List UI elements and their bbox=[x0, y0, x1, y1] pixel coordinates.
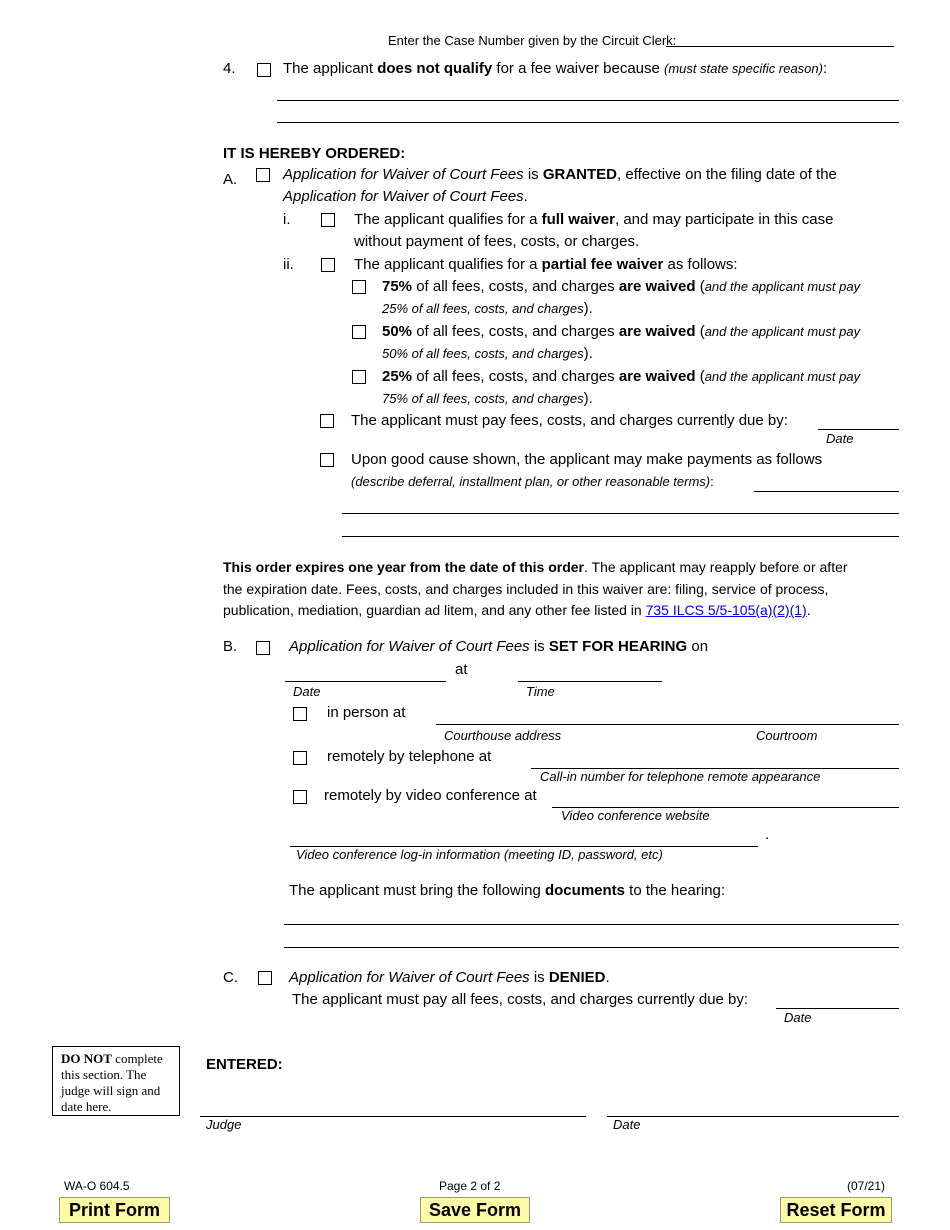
reason-line-1[interactable] bbox=[277, 100, 899, 101]
hearing-checkbox[interactable] bbox=[256, 641, 270, 655]
item-4-number: 4. bbox=[223, 60, 236, 77]
expiry-line-1: This order expires one year from the date of this order. The applicant may reapply before or after bbox=[223, 559, 848, 575]
denied-date-label: Date bbox=[784, 1010, 812, 1025]
entered-heading: ENTERED: bbox=[206, 1056, 283, 1073]
documents-text: The applicant must bring the following documents to the hearing: bbox=[289, 882, 726, 899]
good-cause-checkbox[interactable] bbox=[320, 453, 334, 467]
print-form-button[interactable]: Print Form bbox=[59, 1197, 170, 1223]
partial-waiver-checkbox[interactable] bbox=[321, 258, 335, 272]
payment-terms-line-3[interactable] bbox=[342, 536, 899, 537]
section-c-label: C. bbox=[223, 969, 238, 986]
partial-waiver-text: The applicant qualifies for a partial fee waiver as follows: bbox=[354, 256, 738, 273]
courthouse-address-field[interactable] bbox=[436, 724, 899, 725]
save-form-button[interactable]: Save Form bbox=[420, 1197, 530, 1223]
video-login-period: . bbox=[765, 826, 770, 843]
must-pay-date-field[interactable] bbox=[818, 429, 899, 430]
hearing-at: at bbox=[455, 661, 468, 678]
good-cause-italic: (describe deferral, installment plan, or other reasonable terms): bbox=[351, 474, 714, 489]
item-4-checkbox[interactable] bbox=[257, 63, 271, 77]
telephone-checkbox[interactable] bbox=[293, 751, 307, 765]
waiver-50-text-line2: 50% of all fees, costs, and charges). bbox=[382, 345, 593, 362]
item-4-text: The applicant does not qualify for a fee waiver because (must state specific reason): bbox=[283, 60, 828, 77]
in-person-checkbox[interactable] bbox=[293, 707, 307, 721]
call-in-label: Call-in number for telephone remote appearance bbox=[540, 769, 821, 784]
hearing-time-label: Time bbox=[526, 684, 555, 699]
full-waiver-text-line2: without payment of fees, costs, or charges. bbox=[354, 233, 640, 250]
case-number-label: Enter the Case Number given by the Circuit Clerk: bbox=[388, 33, 677, 48]
waiver-50-text: 50% of all fees, costs, and charges are waived (and the applicant must pay bbox=[382, 323, 861, 340]
documents-line-2[interactable] bbox=[284, 947, 899, 948]
reason-line-2[interactable] bbox=[277, 122, 899, 123]
judge-date-field[interactable] bbox=[607, 1116, 899, 1117]
expiry-line-3: publication, mediation, guardian ad litem, and any other fee listed in 735 ILCS 5/5-105(a)(2)(1). bbox=[223, 602, 811, 618]
form-version: (07/21) bbox=[847, 1179, 886, 1193]
must-pay-text: The applicant must pay fees, costs, and charges currently due by: bbox=[351, 412, 788, 429]
hearing-time-field[interactable] bbox=[518, 681, 662, 682]
granted-checkbox[interactable] bbox=[256, 168, 270, 182]
judge-label: Judge bbox=[206, 1117, 242, 1132]
hearing-date-field[interactable] bbox=[285, 681, 446, 682]
section-b-label: B. bbox=[223, 638, 238, 655]
must-pay-date-label: Date bbox=[826, 431, 854, 446]
judge-signature-field[interactable] bbox=[200, 1116, 586, 1117]
case-number-field[interactable] bbox=[666, 46, 894, 47]
in-person-text: in person at bbox=[327, 704, 406, 721]
do-not-complete-note: DO NOT complete this section. The judge will sign and date here. bbox=[52, 1046, 180, 1116]
waiver-50-checkbox[interactable] bbox=[352, 325, 366, 339]
waiver-25-text-line2: 75% of all fees, costs, and charges). bbox=[382, 390, 593, 407]
courthouse-address-label: Courthouse address bbox=[444, 728, 562, 743]
ordered-heading: IT IS HEREBY ORDERED: bbox=[223, 145, 406, 162]
waiver-75-text-line2: 25% of all fees, costs, and charges). bbox=[382, 300, 593, 317]
waiver-75-text: 75% of all fees, costs, and charges are waived (and the applicant must pay bbox=[382, 278, 861, 295]
video-website-label: Video conference website bbox=[561, 808, 710, 823]
payment-terms-line-2[interactable] bbox=[342, 513, 899, 514]
form-id: WA-O 604.5 bbox=[64, 1179, 130, 1193]
section-a-label: A. bbox=[223, 171, 238, 188]
denied-text: Application for Waiver of Court Fees is DENIED. bbox=[289, 969, 610, 986]
waiver-75-checkbox[interactable] bbox=[352, 280, 366, 294]
telephone-text: remotely by telephone at bbox=[327, 748, 492, 765]
entered-date-label: Date bbox=[613, 1117, 641, 1132]
sub-ii-label: ii. bbox=[283, 256, 294, 273]
payment-terms-line-1[interactable] bbox=[754, 491, 899, 492]
full-waiver-text: The applicant qualifies for a full waiver, and may participate in this case bbox=[354, 211, 834, 228]
page-number: Page 2 of 2 bbox=[439, 1179, 501, 1193]
documents-line-1[interactable] bbox=[284, 924, 899, 925]
expiry-line-2: the expiration date. Fees, costs, and charges included in this waiver are: filing, service of process, bbox=[223, 581, 829, 597]
video-login-label: Video conference log-in information (meeting ID, password, etc) bbox=[296, 847, 663, 862]
full-waiver-checkbox[interactable] bbox=[321, 213, 335, 227]
reset-form-button[interactable]: Reset Form bbox=[780, 1197, 892, 1223]
denied-checkbox[interactable] bbox=[258, 971, 272, 985]
hearing-date-label: Date bbox=[293, 684, 321, 699]
video-text: remotely by video conference at bbox=[324, 787, 537, 804]
granted-text: Application for Waiver of Court Fees is GRANTED, effective on the filing date of the bbox=[283, 166, 837, 183]
denied-date-field[interactable] bbox=[776, 1008, 899, 1009]
must-pay-checkbox[interactable] bbox=[320, 414, 334, 428]
waiver-25-checkbox[interactable] bbox=[352, 370, 366, 384]
denied-must-pay-text: The applicant must pay all fees, costs, and charges currently due by: bbox=[292, 991, 749, 1008]
ilcs-link[interactable]: 735 ILCS 5/5-105(a)(2)(1) bbox=[645, 602, 807, 618]
sub-i-label: i. bbox=[283, 211, 291, 228]
hearing-text: Application for Waiver of Court Fees is SET FOR HEARING on bbox=[289, 638, 709, 655]
video-checkbox[interactable] bbox=[293, 790, 307, 804]
courtroom-label: Courtroom bbox=[756, 728, 818, 743]
granted-text-line2: Application for Waiver of Court Fees. bbox=[283, 188, 528, 205]
waiver-25-text: 25% of all fees, costs, and charges are waived (and the applicant must pay bbox=[382, 368, 861, 385]
good-cause-text: Upon good cause shown, the applicant may make payments as follows bbox=[351, 451, 823, 468]
